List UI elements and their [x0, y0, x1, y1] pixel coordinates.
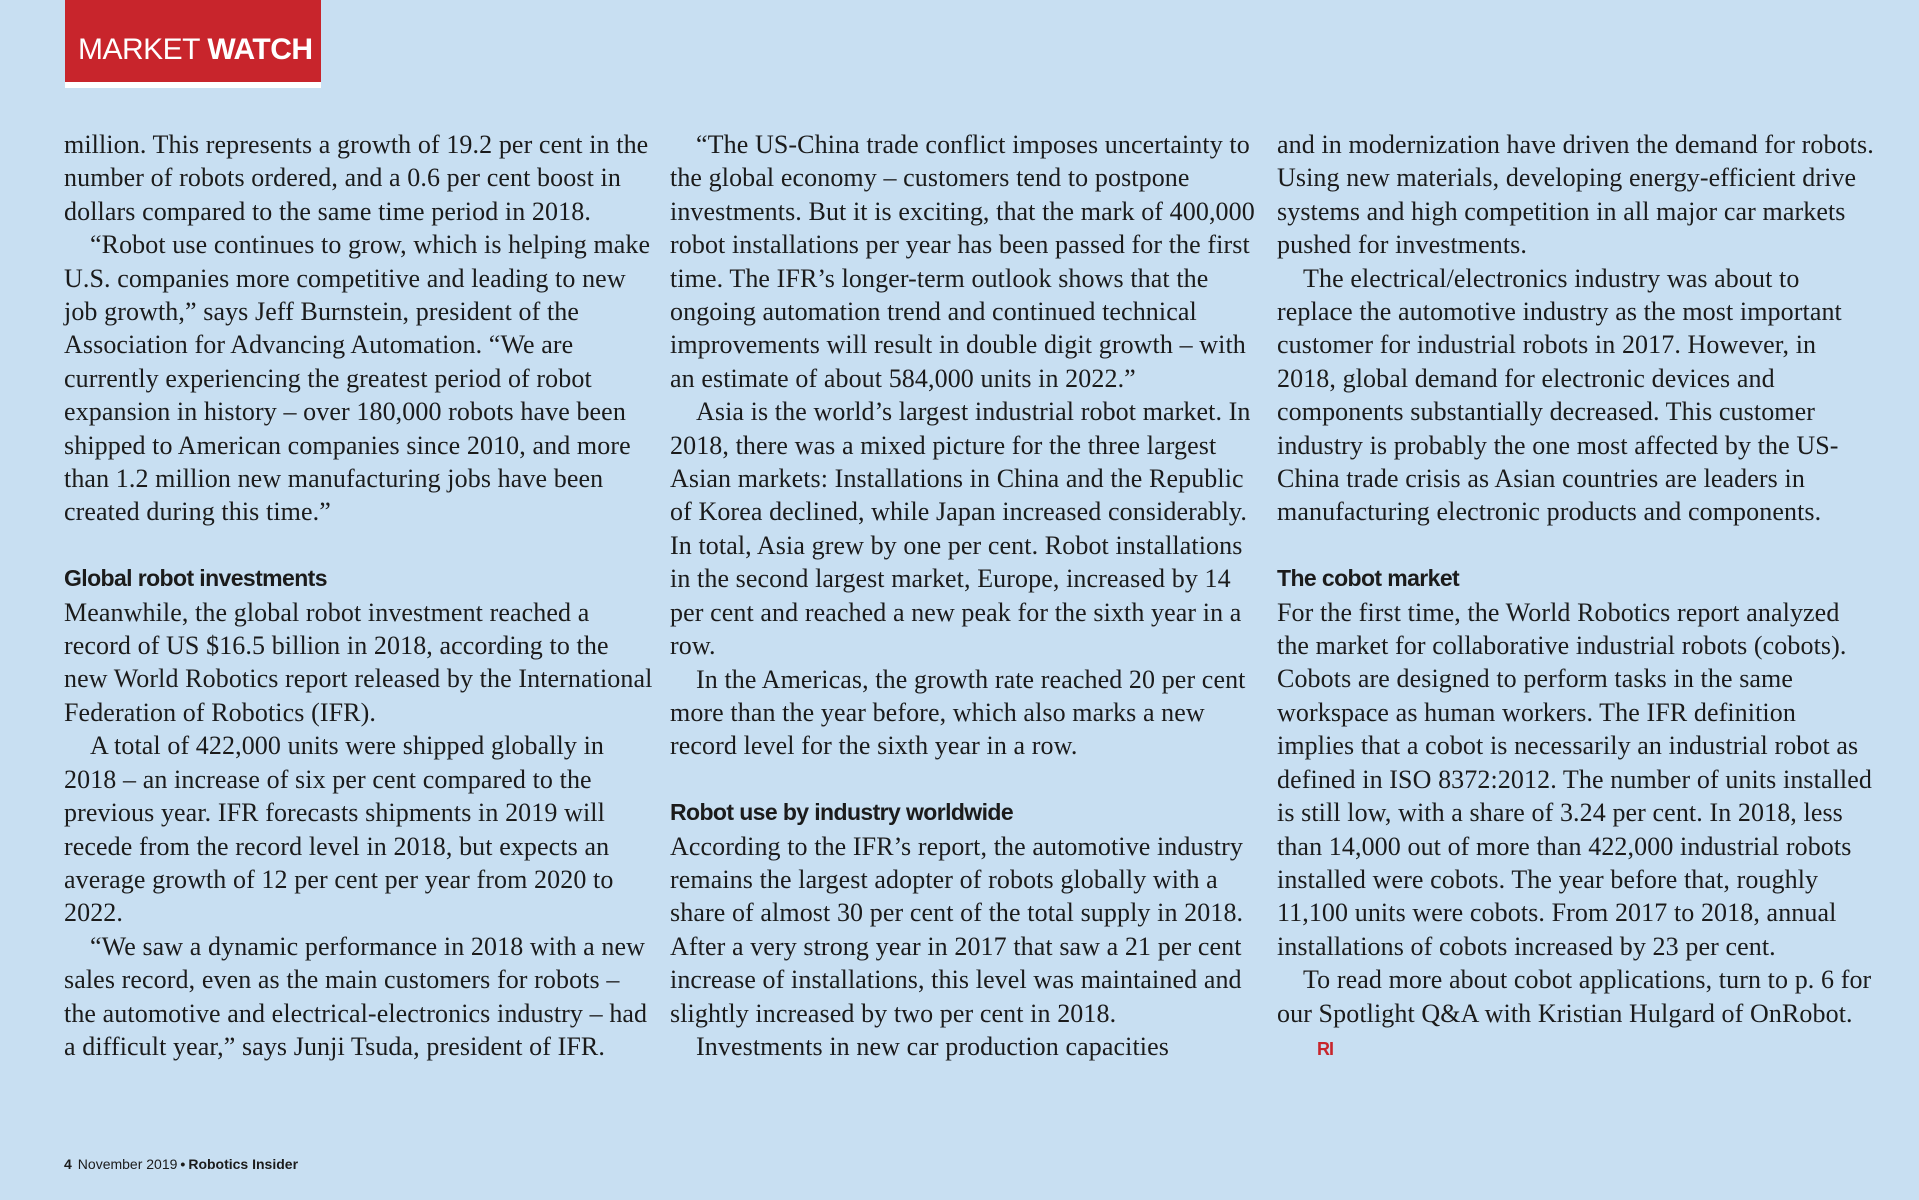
paragraph: “We saw a dynamic performance in 2018 with a new sales record, even as the main customers for robots – the automotive and electrical-electronics industry – had a difficult year,” says Junji Tsuda, president of IFR. — [64, 931, 648, 1061]
section-spacer — [64, 529, 654, 562]
section-heading-robot-use-by-industry: Robot use by industry worldwide — [670, 799, 1014, 826]
paragraph: “The US-China trade conflict imposes uncertainty to the global economy – customers tend to postpone investments. But it is exciting, that the mark of 400,000 robot installations per year has been passed for the first time. The IFR’s longer-term outlook shows that the ongoing automation trend and continued technical improvements will result in double digit growth – with an estimate of about 584,000 units in 2022.” — [670, 130, 1255, 393]
paragraph: million. This represents a growth of 19.2 per cent in the number of robots ordered, and a 0.6 per cent boost in dollars compared to the same time period in 2018. — [64, 130, 649, 226]
paragraph: “Robot use continues to grow, which is helping make U.S. companies more competitive and leading to new job growth,” says Jeff Burnstein, president of the Association for Advancing Automation. “We are currently experiencing the greatest period of robot expansion in history – over 180,000 robots have been shipped to American companies since 2010, and more than 1.2 million new manufacturing jobs have been created during this time.” — [64, 230, 651, 527]
end-mark-icon: RI — [1317, 1038, 1333, 1059]
article-column-1 — [64, 128, 654, 1063]
paragraph: A total of 422,000 units were shipped globally in 2018 – an increase of six per cent compared to the previous year. IFR forecasts shipments in 2019 will recede from the record level in 2018, but expects an average growth of 12 per cent per year from 2020 to 2022. — [64, 731, 614, 928]
paragraph: In the Americas, the growth rate reached 20 per cent more than the year before, which also marks a new record level for the sixth year in a row. — [670, 664, 1246, 761]
section-heading-cobot-market: The cobot market — [1277, 565, 1460, 592]
paragraph: For the first time, the World Robotics report analyzed the market for collaborative industrial robots (cobots). Cobots are designed to perform tasks in the same workspace as human workers. The IFR definition implies that a cobot is necessarily an industrial robot as defined in ISO 8372:2012. The number of units installed is still low, with a share of 3.24 per cent. In 2018, less than 14,000 out of more than 422,000 industrial robots installed were cobots. The year before that, roughly 11,100 units were cobots. From 2017 to 2018, annual installations of cobots increased by 23 per cent. — [1277, 597, 1872, 961]
publication-name: Robotics Insider — [188, 1156, 299, 1172]
paragraph: Meanwhile, the global robot investment reached a record of US $16.5 billion in 2018, according to the new World Robotics report released by the International Federation of Robotics (IFR). — [64, 597, 653, 727]
section-heading-global-robot-investments: Global robot investments — [64, 565, 327, 592]
paragraph: Investments in new car production capacities — [696, 1031, 1169, 1061]
section-tag — [65, 0, 321, 88]
section-spacer — [1277, 529, 1877, 562]
section-spacer — [670, 763, 1262, 796]
section-tag-light: MARKET — [78, 33, 208, 66]
section-tag-bold: WATCH — [207, 33, 313, 66]
paragraph: According to the IFR’s report, the automotive industry remains the largest adopter of robots globally with a share of almost 30 per cent of the total supply in 2018. After a very strong year in 2017 that saw a 21 per cent increase of installations, this level was maintained and slightly increased by two per cent in 2018. — [670, 831, 1244, 1028]
paragraph-final-text: To read more about cobot applications, turn to p. 6 for our Spotlight Q&A with Kristian Hulgard of OnRobot. — [1277, 965, 1872, 1028]
page-number: 4 — [64, 1156, 72, 1172]
paragraph: The electrical/electronics industry was about to replace the automotive industry as the most important customer for industrial robots in 2017. However, in 2018, global demand for electronic devices and components substantially decreased. This customer industry is probably the one most affected by the US-China trade crisis as Asian countries are leaders in manufacturing electronic products and components. — [1277, 263, 1842, 527]
paragraph-final — [1277, 963, 1877, 1066]
article-column-2 — [670, 128, 1262, 1063]
article-column-3 — [1277, 128, 1877, 1066]
section-tag-label — [78, 33, 313, 67]
paragraph: Asia is the world’s largest industrial robot market. In 2018, there was a mixed picture for the three largest Asian markets: Installations in China and the Republic of Korea declined, while Japan increased considerably. In total, Asia grew by one per cent. Robot installations in the second largest market, Europe, increased by 14 per cent and reached a new peak for the sixth year in a row. — [670, 397, 1251, 661]
issue-date: November 2019 — [77, 1156, 178, 1172]
page-footer — [64, 1156, 298, 1172]
footer-bullet: • — [180, 1156, 186, 1172]
paragraph: and in modernization have driven the demand for robots. Using new materials, developing energy-efficient drive systems and high competition in all major car markets pushed for investments. — [1277, 130, 1874, 260]
